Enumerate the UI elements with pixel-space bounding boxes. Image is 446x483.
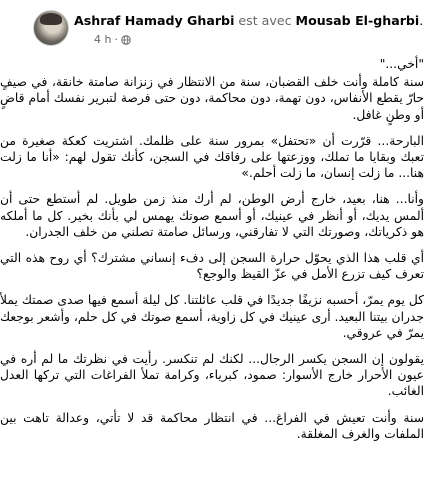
post-paragraph: البارحة... قرّرت أن «تحتفل» بمرور سنة على ظلمك. اشتريت كعكة صغيرة من تعبك وبقايا ما تملك، ووزعتها على رفاقك في السجن، كأنك تقول لهم: «أنا ما زلت هنا... ما زلت إنسان، ما زلت أحلم.» (0, 133, 424, 181)
author-name[interactable]: Ashraf Hamady Gharbi (74, 13, 235, 28)
tagged-name[interactable]: Mousab El-gharbi (295, 13, 420, 28)
post-paragraph: "أخي..." (379, 57, 424, 71)
post-meta (94, 33, 131, 46)
post-paragraph: سنة كاملة وأنت خلف القضبان، سنة من الانتظار في زنزانة صامتة خانقة، في صيفٍ حارّ يقطع الأنفاس، دون تهمة، دون محاكمة، دون حتى فرصة لتبرير نفسك أمام قاضٍ أو وطنٍ غافل. (0, 75, 424, 122)
post-paragraph: أي قلب هذا الذي يحوّل حرارة السجن إلى دفء إنساني مشترك؟ أي روح هذه التي تعرف كيف تزرع الأمل في عزّ القيظ والوجع؟ (0, 251, 424, 282)
author-avatar[interactable] (33, 10, 69, 46)
post-paragraph: سنة وأنت تعيش في الفراغ... في انتظار محاكمة قد لا تأتي، وعدالة تاهت بين الملفات والغرف المغلقة. (0, 410, 424, 441)
post-paragraph: وأنا... هنا، بعيد، خارج أرض الوطن، لم أرك منذ زمن طويل. لم أستطع حتى أن ألمس يديك، أو أنظر في عينيك، أو أسمع صوتك يهمس لي بأنك بخير. كل ما أملكه هو ذكرياتك، وصورتك التي لا تفارقني، ورسائل صامتة تصلني من خلف الجدران. (0, 192, 424, 239)
post-paragraph: يقولون إن السجن يكسر الرجال... لكنك لم تنكسر. رأيت في نظرتك ما لم أره في عيون الأحرار خارج الأسوار: صمود، كبرياء، وكرامة تملأ الفراغات التي تركها العدل الغائب. (0, 352, 424, 399)
post-body (0, 56, 424, 452)
post-author-line (74, 13, 423, 28)
with-text: est avec (238, 13, 292, 28)
meta-separator: · (114, 33, 118, 46)
tagged-suffix: . (419, 13, 424, 28)
post-paragraph: كل يوم يمرّ، أحسبه نزيفًا جديدًا في قلب عائلتنا. كل ليلة أسمع فيها صدى صمتك يملأ جدران بيتنا البعيد. أرى عينيك في كل زاوية، أسمع صوتك في كل حلم، وأشعر بوجعك يمرّ في عروقي. (0, 293, 424, 340)
globe-icon[interactable] (121, 35, 131, 45)
post-time[interactable]: 4 h (94, 33, 112, 46)
post-header (0, 0, 446, 58)
